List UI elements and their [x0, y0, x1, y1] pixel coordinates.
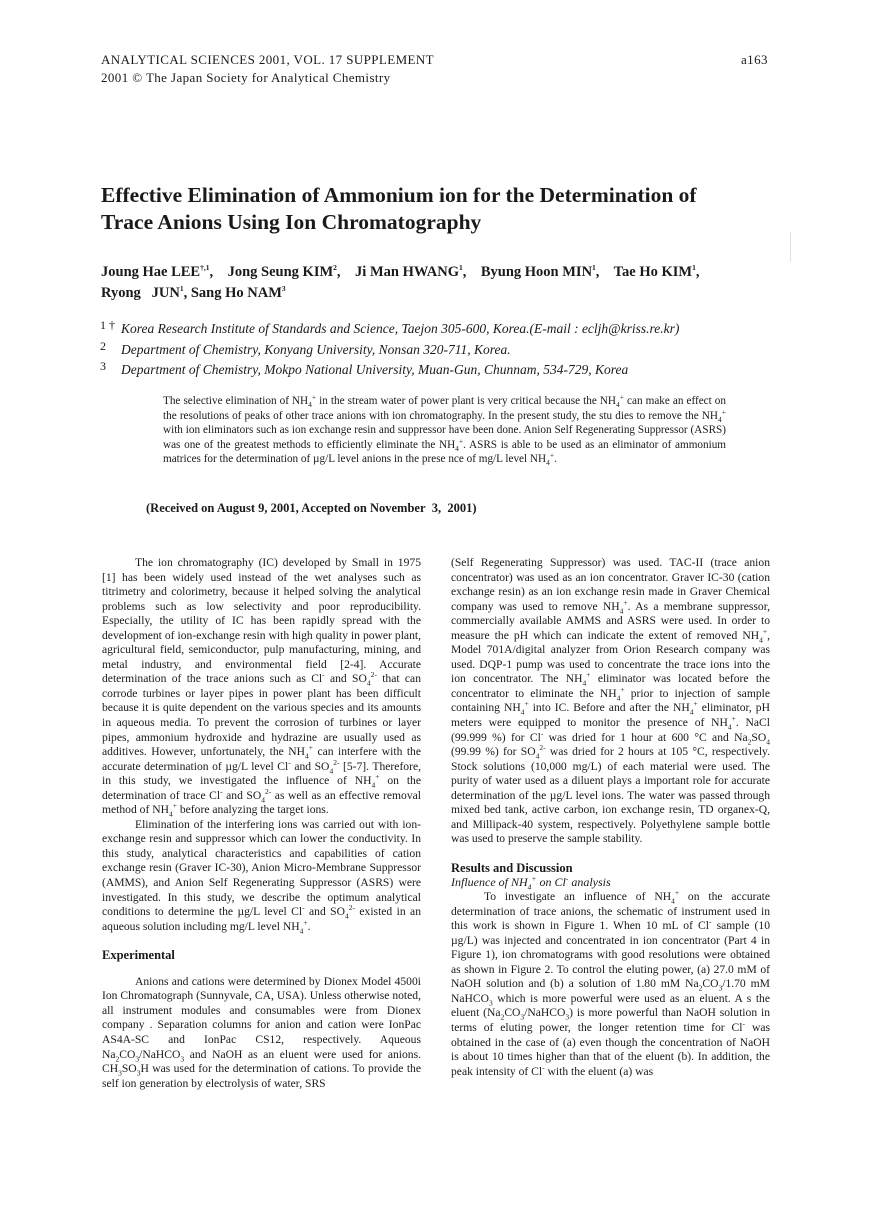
affiliation-3: 3 Department of Chemistry, Mokpo National University, Muan-Gun, Chunnam, 534-729, Korea: [100, 359, 629, 377]
affiliation-1: 1 † Korea Research Institute of Standards and Science, Taejon 305-600, Korea.(E-mail : ecljh@kriss.re.kr): [100, 318, 680, 336]
results-paragraph: To investigate an influence of $NH_4^+$ on the accurate determination of trace anions, the schematic of instrument used in this work is shown in Figure 1. When 10 mL of Cl- sample (10 µg/L) was injected and concentrated in ion concentrator (Part 4 in Figure 1), ion chromatograms with good resolutions were obtained as shown in Figure 2. To control the eluting power, (a) 27.0 mM of NaOH solution and (b) a solution of 1.80 mM $Na_2CO_3/1.70$ mM NaHCO$_3$ which is more powerful were used as an eluent. A s the eluent $(Na_2CO_3/NaHCO_3)$ is more powerful than NaOH solution in terms of eluting power, the longer retention time for Cl- was obtained in the case of (a) even though the concentration of NaOH is about 10 times higher than that of the eluent (b). In addition, the peak intensity of Cl- with the eluent (a) was: [451, 888, 771, 1078]
experimental-heading: Experimental: [102, 948, 175, 963]
journal-header: ANALYTICAL SCIENCES 2001, VOL. 17 SUPPLEMENT: [101, 52, 435, 67]
author: Ji Man HWANG$^1$: [355, 263, 463, 280]
influence-subheading: Influence of $NH_4^+$ on Cl- analysis: [451, 874, 611, 892]
page-number: a163: [741, 52, 768, 67]
abstract: The selective elimination of $NH_4^+$ in the stream water of power plant is very critical because the $NH_4^+$ can make an effect on the resolutions of peaks of other trace anions with ion chromatography. In the present study, the stu dies to remove the $NH_4^+$ with ion eliminators such as ion exchange resin and suppressor have been done. Anion Self Regenerating Suppressor (ASRS) was one of the greatest methods to efficiently eliminate the $NH_4^+$. ASRS is able to be used as an eliminator of ammonium matrices for the determination of µg/L level anions in the prese nce of mg/L level $NH_4^+$.: [163, 392, 726, 468]
left-column: [102, 556, 421, 1091]
right-column: [451, 556, 770, 1079]
received-dates: (Received on August 9, 2001, Accepted on November 3, 2001): [146, 501, 477, 515]
title-line-1: Effective Elimination of Ammonium ion for the Determination of: [101, 183, 697, 207]
author: Byung Hoon MIN$^1$: [480, 263, 596, 280]
title-line-2: Trace Anions Using Ion Chromatography: [101, 210, 482, 234]
results-heading: Results and Discussion: [451, 860, 573, 875]
copyright-line: 2001 © The Japan Society for Analytical Chemistry: [101, 70, 391, 85]
experimental-continued: (Self Regenerating Suppressor) was used. TAC-II (trace anion concentrator) was used as an ion concentrator. Graver IC-30 (cation exchange resin) as an ion exchange resin made in Graver Chemical company was used to remove $NH_4^+$. As a membrane suppressor, commercially available AMMS and ASRS were used. In order to measure the pH which can indicate the extent of removed $NH_4^+$, Model 701A/digital analyzer from Orion Research company was used. DQP-1 pump was used to concentrate the trace ions into the ion concentrator. The $NH_4^+$ eliminator was located before the concentrator to eliminate the $NH_4^+$ prior to injection of sample containing $NH_4^+$ into IC. Before and after the $NH_4^+$ eliminator, pH meters were equipped to monitor the presence of $NH_4^+$. NaCl (99.999 %) for Cl- was dried for 1 hour at 600 °C and $Na_2SO_4$ (99.99 %) for $SO_4^{2-}$ was dried for 2 hours at 105 °C, respectively. Stock solutions (10,000 mg/L) of each material were used. The purity of water used as a diluent plays a important role for accurate determination of the µg/L level ions. The water was passed through mixed bed tank, active carbon, ion exchange resin, TD organex-Q, and Millipack-40 system, respectively. Polyethylene sample bottle was used to preserve the sample stability.: [451, 556, 770, 846]
author-list: Joung Hae $LEE^{\dagger,1}$, Jong Seung KIM$^2$, Ji Man HWANG$^1$, Byung Hoon MIN$^1$, Tae Ho KIM$^1$, Ryong JUN$^1$, Sang Ho NAM$^3$: [101, 263, 700, 301]
paper-title: [101, 182, 801, 236]
author: Sang Ho NAM$^3$: [190, 284, 286, 301]
experimental-paragraph: Anions and cations were determined by Dionex Model 4500i Ion Chromatograph (Sunnyvale, CA, USA). Unless otherwise noted, all instrument modules and consumables were from Dionex company . Separation columns for anion and cation were IonPac AS4A-SC and IonPac CS12, respectively. Aqueous $Na_2CO_3/NaHCO_3$ and NaOH as an eluent were used for anions. $CH_3SO_3H$ was used for the determination of cations. To provide the self ion generation by electrolysis of water, SRS: [102, 974, 421, 1090]
author: Jong Seung KIM$^2$: [227, 263, 337, 280]
intro-paragraph-2: Elimination of the interfering ions was carried out with ion-exchange resin and suppressor which can lower the conductivity. In this study, analytical characteristics and capabilities of cation exchange resin (Graver IC-30), Anion Micro-Membrane Suppressor (AMMS), and Anion Self Regenerating Suppressor (ASRS) were investigated. In this study, we describe the optimum analytical conditions to determine the µg/L level Cl- and $SO_4^{2-}$ existed in an aqueous solution including mg/L level $NH_4^+$.: [102, 817, 421, 935]
author: Joung Hae $LEE^{\dagger,1}$: [101, 263, 210, 280]
affiliation-2: 2 Department of Chemistry, Konyang University, Nonsan 320-711, Korea.: [100, 339, 511, 357]
intro-paragraph-1: The ion chromatography (IC) developed by Small in 1975 [1] has been widely used instead of the wet analyses such as titrimetry and colorimetry, because it helped solving the analytical problems such as low selectivity and poor reproducibility. Especially, the utility of IC has been rapidly spread with the development of ion-exchange resin with high quality in power plant, agricultural field, semiconductor, pulp manufacturing, mining, and metal industry, and environmental field [2-4]. Accurate determination of the trace anions such as Cl- and $SO_4^{2-}$ that can corrode turbines or layer pipes in power plant has been difficult because it is quite dependent on the various species and its amounts in aqueous media. To prevent the corrosion of turbines or layer pipes, ammonium hydroxide and hydrazine are usually used as additives. However, unfortunately, the $NH_4^+$ can interfere with the accurate determination of µg/L level Cl- and $SO_4^{2-}$ [5-7]. Therefore, in this study, we investigated the influence of $NH_4^+$ on the determination of trace Cl- and $SO_4^{2-}$ as well as an effective removal method of $NH_4^+$ before analyzing the target ions.: [102, 556, 422, 819]
author: Tae Ho KIM$^1$: [613, 263, 696, 280]
author: Ryong JUN$^1$: [101, 284, 184, 301]
margin-mark: [790, 232, 791, 262]
